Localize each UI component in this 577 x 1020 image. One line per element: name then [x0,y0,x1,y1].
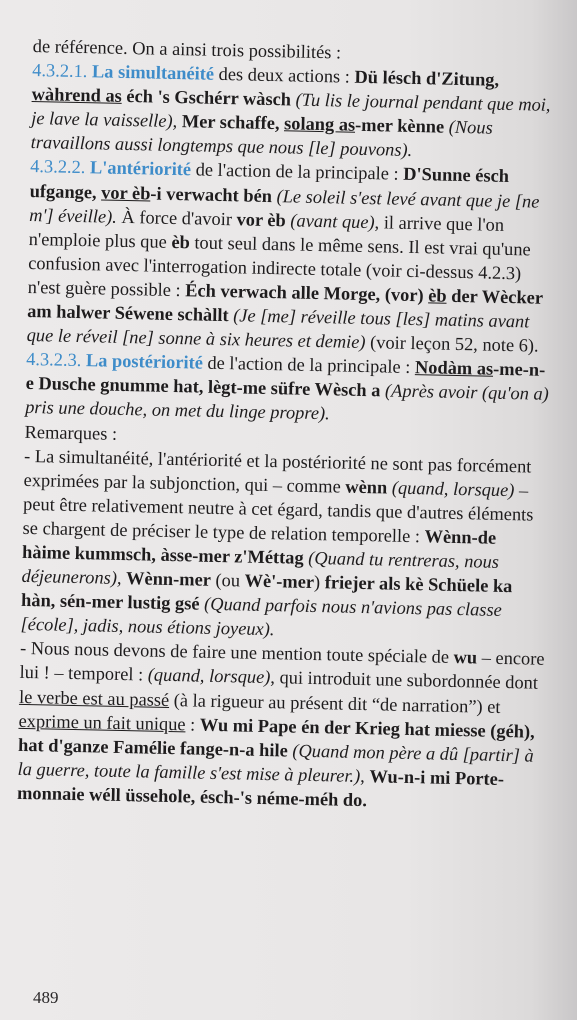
text-run: de référence. On a ainsi trois possibilités : [32,35,342,63]
text-run: Remarques : [24,421,118,444]
translation-italic: (Quand tu rentreras, nous déjeunerons), [21,547,500,589]
example-underlined: solang as [283,113,356,136]
example-bold: D'Sunne ésch ufgange, [29,164,510,203]
example-bold: Wu mi Pape én der Krieg hat miesse (géh), hat d'ganze Famélie fange-n-a hile [17,714,535,761]
example-bold: Éch verwach alle Morge, (vor) [185,280,429,306]
underlined-phrase: exprime un fait unique [18,710,186,734]
text-run: : [185,713,201,735]
translation-italic: (Après avoir (qu'on a) pris une douche, on met du linge propre). [24,380,550,424]
text-run: – encore lui ! – temporel : [19,647,545,685]
text-run: (voir leçon 52, note 6). [365,332,539,356]
example-bold: Wè'-mer [244,570,315,593]
text-run: de l'action de la principale : [202,352,416,378]
page-number: 489 [33,988,59,1007]
text-run: ) [313,572,325,593]
example-bold: èb [171,231,191,253]
translation-italic: (Quand mon père a dû [partir] à la guerre, toute la famille s'est mise à pleurer.) [17,740,534,786]
text-run: – peut être relativement neutre à cet égard, tandis que d'autres éléments se chargent de préciser le type de relation temporelle : [22,479,534,547]
example-bold: Wu-n-i mi Porte-monnaie wéll üssehole, ésch-'s néme-méh do. [16,766,505,811]
page-body [17,34,559,816]
example-bold: wu [453,647,478,668]
translation-italic: (Tu lis le journal pendant que moi, je lave la vaisselle), [31,89,551,132]
text-run: , [360,765,370,787]
translation-italic: (avant que) [285,209,375,232]
text-run: de l'action de la principale : [190,159,404,185]
text-run: À force d'avoir [121,206,237,229]
example-bold: Dü lésch d'Zitung, [354,66,500,90]
remark-subjonction [20,444,550,648]
text-run: tout seul dans le même sens. Il est vrai qu'une confusion avec l'interrogation indirecte totale (voir ci-dessus 4.2.3) n'est guère possible : [27,232,531,301]
paragraph-posteriorite [25,347,552,430]
translation-italic: (Quand parfois nous n'avions pas classe [école], jadis, nous étions joyeux). [20,593,502,640]
paragraph-simultaneite [30,58,558,165]
section-title: La postériorité [85,350,204,373]
text-run: - Nous nous devons de faire une mention toute spéciale de [19,638,454,668]
translation-italic: (Je [me] réveille tous [les] matins avant que le réveil [ne] sonne à six heures et demie) [26,305,530,353]
example-bold: -me-n-e Dusche gnumme hat, lègt-me süfre Wèsch a [25,358,546,401]
section-title: La simultanéité [91,61,215,84]
example-bold: éch 's Gschérr wàsch [121,86,292,110]
example-bold: Wènn-de hàime kummsch, àsse-mer z'Méttag [21,526,497,568]
example-underlined: èb [428,285,447,306]
example-underlined: vor èb [101,182,151,204]
text-run: des deux actions : [213,63,355,87]
example-underlined: wàhrend as [31,84,123,107]
text-run: - La simultanéité, l'antériorité et la postériorité ne sont pas forcément exprimées par la subjonction, qui – comme [23,445,532,497]
example-bold: friejer als kè Schüele ka hàn, sén-mer lustig gsé [20,572,513,614]
example-bold: vor èb [236,208,287,230]
paragraph-anteriorite [26,154,556,358]
text-run: , il arrive que l'on n'emploie plus que [28,211,505,252]
example-bold: wènn [345,476,388,498]
underlined-phrase: le verbe est au passé [18,686,170,710]
example-bold: Wènn-mer [125,568,212,590]
section-number: 4.3.2.1. [32,60,88,82]
text-run: (ou [210,569,245,591]
translation-italic: (quand, lorsque) [147,664,271,688]
section-number: 4.3.2.2. [30,156,86,178]
text-run: , qui introduit une subordonnée dont [270,667,539,694]
remark-wu [17,636,546,816]
translation-italic: (quand, lorsque) [387,477,515,500]
example-bold: Mer schaffe, [181,111,285,134]
translation-italic: (Le soleil s'est levé avant que je [ne m'] éveille). [29,185,540,227]
translation-italic: (Nous travaillons aussi longtemps que nous [le] pouvons). [30,116,493,161]
text-run: (à la rigueur au présent dit “de narration”) et [169,689,501,717]
section-title: L'antériorité [89,157,192,180]
example-bold: der Wècker am halwer Séwene schàllt [26,285,543,326]
example-bold: -mer kènne [354,115,445,137]
section-number: 4.3.2.3. [25,349,82,371]
example-underlined: Nodàm as [414,357,494,379]
example-bold: -i verwacht bén [150,183,273,206]
